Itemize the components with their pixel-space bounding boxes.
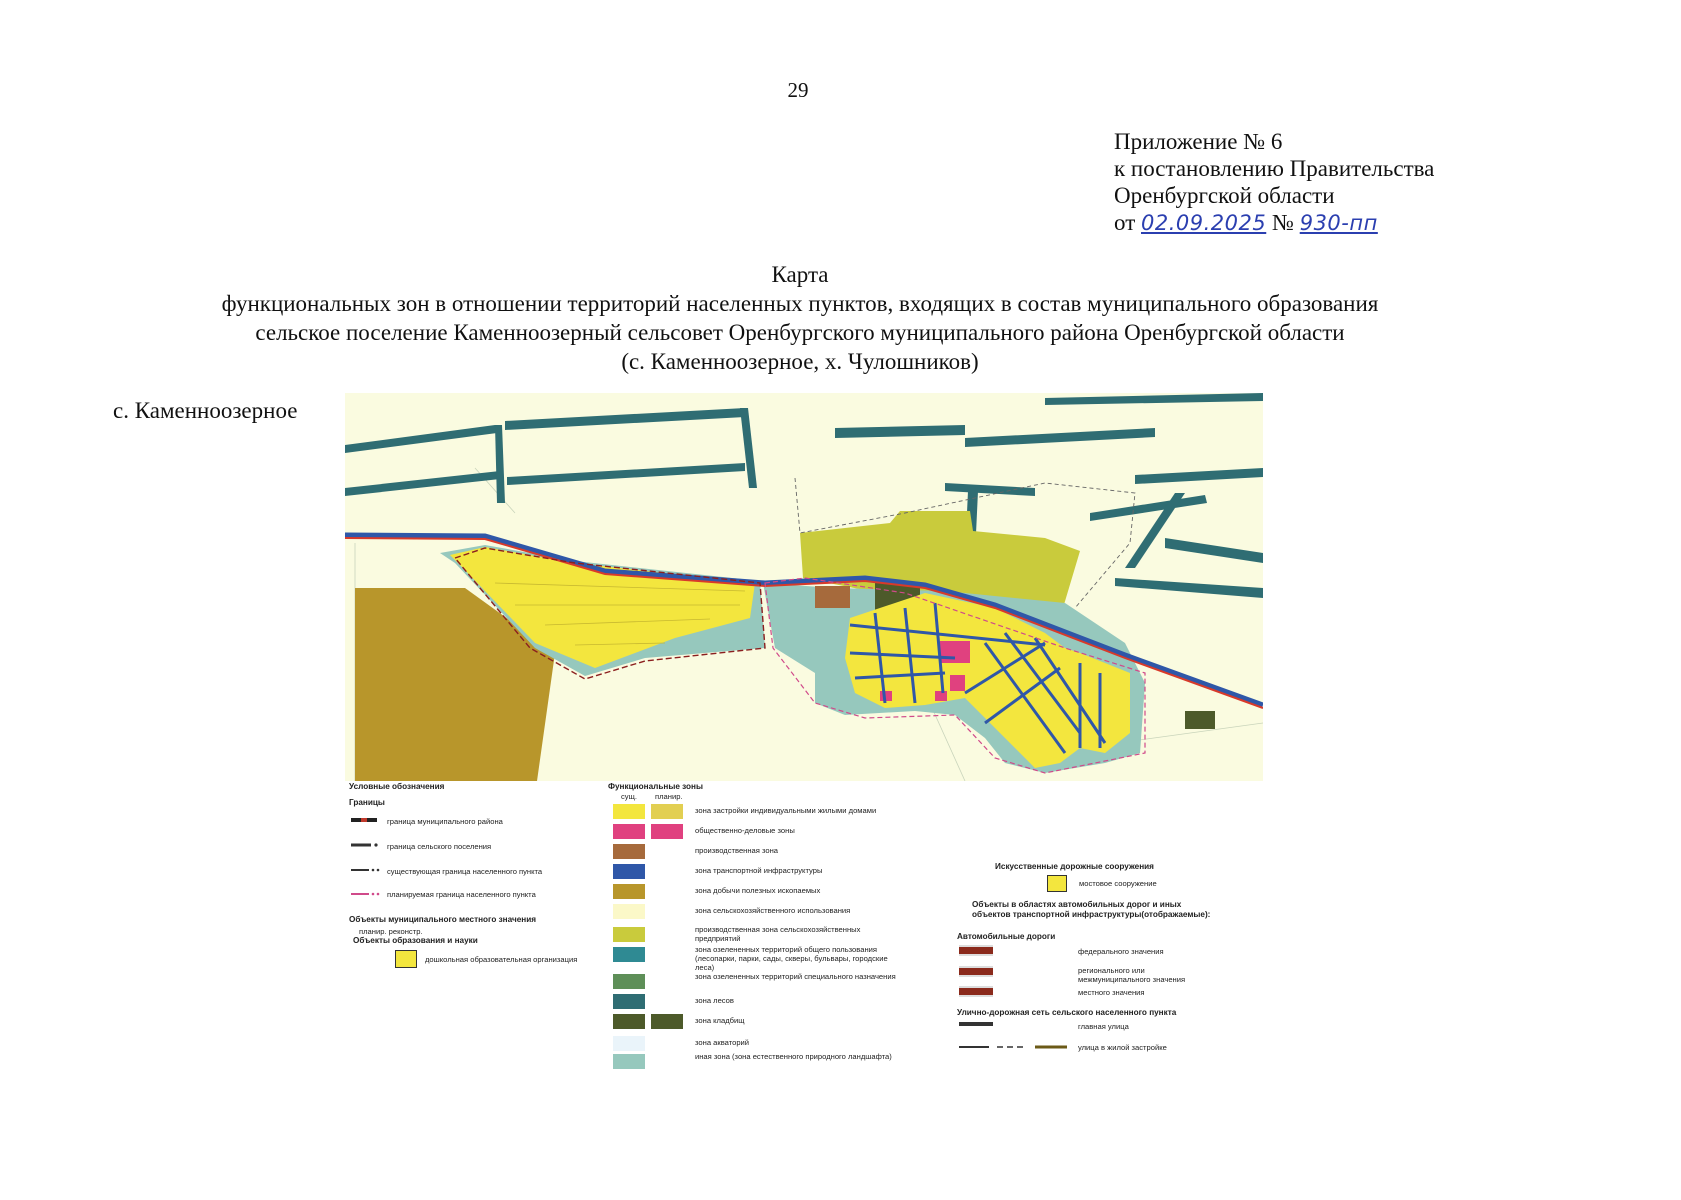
zone-label: производственная зона сельскохозяйственных предприятий [695, 925, 861, 943]
zone-label: зона лесов [695, 996, 734, 1005]
zone-swatch [613, 884, 645, 899]
border-line-symbols [351, 815, 387, 905]
handwritten-date: 02.09.2025 [1141, 211, 1267, 235]
road-federal: федерального значения [1078, 947, 1164, 956]
education-heading: Объекты образования и науки [353, 936, 478, 945]
border-district: граница муниципального района [387, 817, 503, 826]
zone-label: зона сельскохозяйственного использования [695, 906, 851, 915]
appendix-date-line [1114, 209, 1434, 237]
road-local: местного значения [1078, 988, 1145, 997]
cemetery-zone-east [1185, 711, 1215, 729]
zone-swatch [613, 974, 645, 989]
structures-item: мостовое сооружение [1079, 879, 1157, 888]
street-residential-symbol [959, 1043, 1069, 1051]
zone-swatch-planned [651, 824, 683, 839]
appendix-line-1: Приложение № 6 [1114, 129, 1283, 154]
zone-label: иная зона (зона естественного природного ландшафта) [695, 1052, 892, 1061]
appendix-block [1114, 128, 1434, 237]
road-local-symbol [959, 986, 993, 997]
appendix-line-2: к постановлению Правительства [1114, 156, 1435, 181]
zone-swatch [613, 1014, 645, 1029]
streets-heading: Улично-дорожная сеть сельского населенного пункта [957, 1008, 1177, 1017]
zone-label: зона кладбищ [695, 1016, 745, 1025]
production-zone [815, 586, 850, 608]
zone-swatch-planned [651, 804, 683, 819]
functional-zones-map [345, 393, 1263, 781]
title-line-2: функциональных зон в отношении территорий населенных пунктов, входящих в состав муниципального образования [221, 291, 1379, 316]
borders-heading: Границы [349, 798, 385, 807]
zone-label: производственная зона [695, 846, 779, 855]
zone-swatch [613, 947, 645, 962]
border-planned-locality: планируемая граница населенного пункта [387, 890, 536, 899]
education-item: дошкольная образовательная организация [425, 955, 578, 964]
title-line-4: (с. Каменноозерное, х. Чулошников) [621, 349, 979, 374]
border-rural-settlement: граница сельского поселения [387, 842, 492, 851]
zone-swatch [613, 994, 645, 1009]
bridge-icon [1047, 875, 1067, 892]
page-number: 29 [787, 78, 809, 102]
date-prefix: от [1114, 210, 1136, 235]
settlement-label: с. Каменноозерное [113, 398, 298, 423]
zone-swatch [613, 927, 645, 942]
zone-swatch [613, 844, 645, 859]
zone-label: зона акваторий [695, 1038, 750, 1047]
road-regional-symbol [959, 966, 993, 977]
map-legend [345, 780, 1405, 1080]
roads-heading: Автомобильные дороги [957, 932, 1056, 941]
road-regional: регионального или межмуниципального значения [1078, 966, 1186, 984]
number-prefix: № [1272, 210, 1294, 235]
zone-swatch [613, 864, 645, 879]
transport-heading-2: объектов транспортной инфраструктуры(отображаемые): [972, 910, 1211, 919]
appendix-line-3: Оренбургской области [1114, 183, 1335, 208]
municipal-heading: Объекты муниципального местного значения [349, 915, 537, 924]
zones-col-plan: планир. [655, 792, 683, 801]
zone-label: общественно-деловые зоны [695, 826, 795, 835]
zone-swatch [613, 904, 645, 919]
zone-label: зона застройки индивидуальными жилыми домами [695, 806, 877, 815]
handwritten-number: 930-пп [1299, 211, 1378, 235]
zones-col-exist: сущ. [621, 792, 637, 801]
title-line-3: сельское поселение Каменноозерный сельсовет Оренбургского муниципального района Оренбургской области [255, 320, 1345, 345]
street-residential: улица в жилой застройке [1078, 1043, 1167, 1052]
zone-swatch [613, 824, 645, 839]
title-line-1: Карта [771, 262, 829, 287]
zones-heading: Функциональные зоны [608, 782, 703, 791]
zone-label: зона озелененных территорий общего пользования (лесопарки, парки, сады, скверы, бульвары, городские леса) [695, 945, 888, 972]
structures-heading: Искусственные дорожные сооружения [995, 862, 1154, 871]
zone-label: зона добычи полезных ископаемых [695, 886, 821, 895]
zone-swatch [613, 804, 645, 819]
border-existing-locality: существующая граница населенного пункта [387, 867, 543, 876]
map-title [60, 260, 1540, 376]
legend-heading: Условные обозначения [349, 782, 445, 791]
kindergarten-icon [395, 950, 417, 968]
zone-swatch [613, 1054, 645, 1069]
zone-swatch [613, 1036, 645, 1051]
zone-label: зона транспортной инфраструктуры [695, 866, 823, 875]
street-main-symbol [959, 1022, 993, 1026]
municipal-sub: планир. реконстр. [359, 927, 423, 936]
road-federal-symbol [959, 945, 993, 956]
zone-label: зона озелененных территорий специального назначения [695, 972, 896, 981]
street-main: главная улица [1078, 1022, 1129, 1031]
zone-swatch-planned [651, 1014, 683, 1029]
transport-heading-1: Объекты в областях автомобильных дорог и иных [972, 900, 1182, 909]
